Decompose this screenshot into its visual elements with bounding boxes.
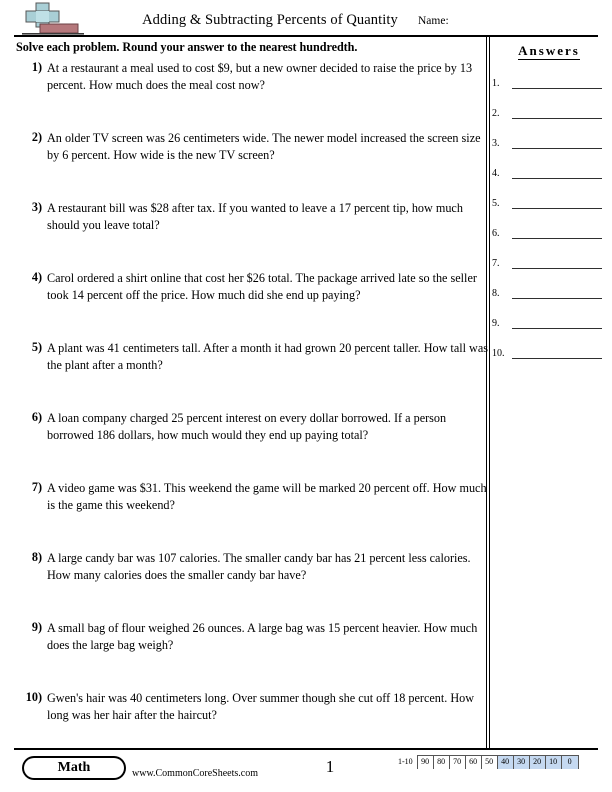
score-box: 20 (530, 756, 546, 769)
problem-text: Carol ordered a shirt online that cost her $26 total. The package arrived late so the seller took 14 percent off the price. How much did she end up paying? (47, 271, 477, 302)
problem-item (16, 620, 478, 690)
score-box: 60 (466, 756, 482, 769)
problem-item (16, 410, 478, 480)
answer-number: 4. (492, 168, 500, 179)
answer-number: 10. (492, 348, 505, 359)
answer-row[interactable] (492, 316, 608, 332)
name-field-label: Name: (418, 15, 449, 27)
problem-text: A plant was 41 centimeters tall. After a month it had grown 20 percent taller. How tall was the plant after a month? (47, 341, 489, 372)
problem-text: A restaurant bill was $28 after tax. If you wanted to leave a 17 percent tip, how much should you leave total? (47, 201, 463, 232)
score-box: 70 (450, 756, 466, 769)
problem-number: 6) (31, 410, 42, 424)
worksheet-header (0, 0, 612, 38)
problem-text: A small bag of flour weighed 26 ounces. A large bag was 15 percent heavier. How much does the large bag weigh? (47, 621, 478, 652)
problem-number: 4) (31, 270, 42, 284)
score-range-label: 1-10 (398, 757, 413, 766)
answers-heading-text: Answers (518, 43, 580, 58)
answer-number: 8. (492, 288, 500, 299)
answer-blank-line[interactable] (512, 358, 602, 359)
problem-text: A loan company charged 25 percent interest on every dollar borrowed. If a person borrowed 186 dollars, how much would they end up paying total? (47, 411, 447, 442)
answer-blank-line[interactable] (512, 238, 602, 239)
answers-heading (492, 43, 606, 59)
problem-text: An older TV screen was 26 centimeters wide. The newer model increased the screen size by 6 percent. How wide is the new TV screen? (47, 131, 481, 162)
answer-number: 3. (492, 138, 500, 149)
answer-blank-line[interactable] (512, 148, 602, 149)
answer-number: 9. (492, 318, 500, 329)
score-box: 10 (546, 756, 562, 769)
score-box: 30 (514, 756, 530, 769)
problem-number: 2) (31, 130, 42, 144)
answer-row[interactable] (492, 226, 608, 242)
answer-row[interactable] (492, 106, 608, 122)
score-box: 40 (498, 756, 514, 769)
footer-divider (14, 748, 598, 750)
answer-blank-line[interactable] (512, 298, 602, 299)
problem-number: 10) (25, 690, 42, 704)
answer-blank-line[interactable] (512, 178, 602, 179)
site-url: www.CommonCoreSheets.com (132, 768, 259, 779)
score-box: 80 (434, 756, 450, 769)
score-scale (398, 755, 579, 769)
answer-row[interactable] (492, 256, 608, 272)
answer-blank-line[interactable] (512, 88, 602, 89)
subject-badge (22, 756, 126, 780)
problem-item (16, 480, 487, 550)
plus-minus-logo-icon (22, 2, 94, 36)
problem-number: 9) (31, 620, 42, 634)
answer-row[interactable] (492, 286, 608, 302)
answer-number: 2. (492, 108, 500, 119)
problem-number: 3) (31, 200, 42, 214)
problem-item (16, 270, 478, 340)
answer-row[interactable] (492, 136, 608, 152)
answer-row[interactable] (492, 196, 608, 212)
answer-row[interactable] (492, 166, 608, 182)
problem-number: 1) (31, 60, 42, 74)
problem-item (16, 550, 478, 620)
problem-item (16, 60, 478, 130)
answer-number: 6. (492, 228, 500, 239)
score-box: 50 (482, 756, 498, 769)
problem-text: Gwen's hair was 40 centimeters long. Over summer though she cut off 18 percent. How long was her hair after the haircut? (47, 691, 475, 722)
answer-row[interactable] (492, 346, 608, 362)
page-number: 1 (325, 757, 335, 776)
problem-item (16, 130, 481, 200)
problem-text: At a restaurant a meal used to cost $9, but a new owner decided to raise the price by 13 percent. How much does the meal cost now? (47, 61, 473, 92)
score-box-list (417, 755, 579, 769)
answer-row[interactable] (492, 76, 608, 92)
problem-number: 8) (31, 550, 42, 564)
problem-text: A video game was $31. This weekend the game will be marked 20 percent off. How much is the game this weekend? (47, 481, 487, 512)
page-title: Adding & Subtracting Percents of Quantity (142, 12, 398, 28)
answer-blank-line[interactable] (512, 208, 602, 209)
subject-badge-label: Math (24, 758, 124, 778)
problem-number: 5) (31, 340, 42, 354)
score-box: 90 (418, 756, 434, 769)
answer-number: 5. (492, 198, 500, 209)
answer-blank-line[interactable] (512, 328, 602, 329)
problem-item (16, 340, 489, 410)
instructions-text: Solve each problem. Round your answer to the nearest hundredth. (16, 40, 358, 54)
answer-number: 7. (492, 258, 500, 269)
answer-blank-line[interactable] (512, 118, 602, 119)
answer-blank-line[interactable] (512, 268, 602, 269)
score-box: 0 (562, 756, 578, 769)
answer-number: 1. (492, 78, 500, 89)
problem-item (16, 200, 478, 270)
problem-number: 7) (31, 480, 42, 494)
answers-panel (492, 36, 612, 750)
problem-text: A large candy bar was 107 calories. The smaller candy bar has 21 percent less calories. How many calories does the smaller candy bar have? (47, 551, 471, 582)
problem-list (16, 60, 489, 760)
